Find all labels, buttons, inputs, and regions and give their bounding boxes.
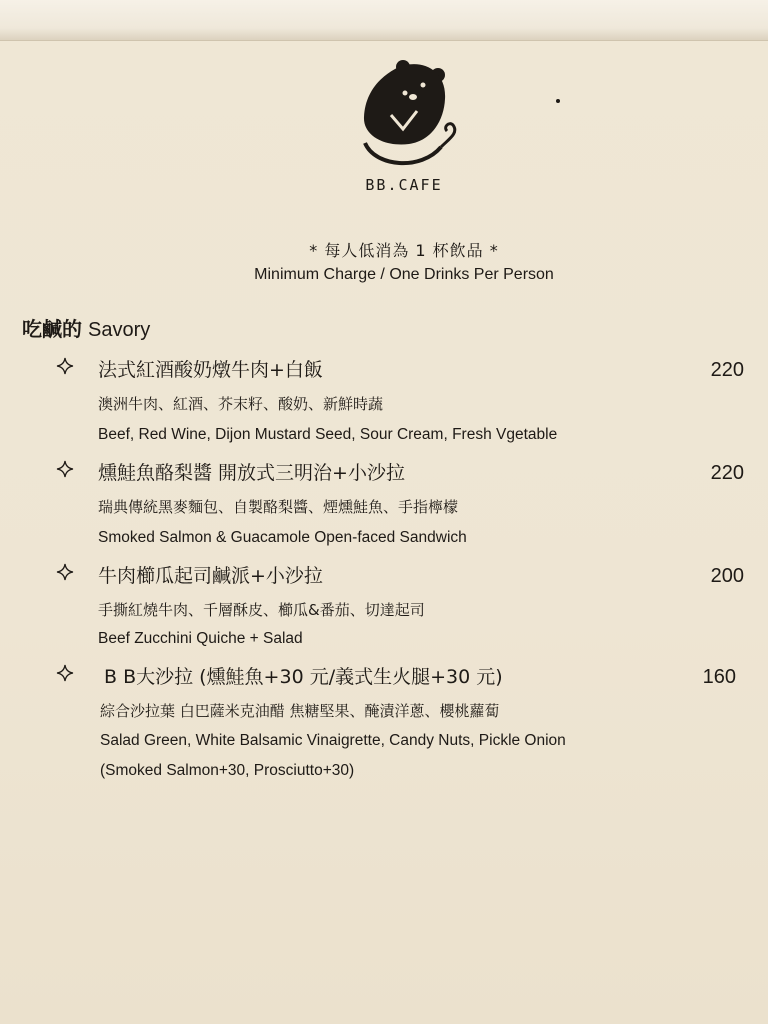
menu-item-price: 160 — [702, 666, 736, 688]
menu-item-desc-zh: 瑞典傳統黑麥麵包、自製酪梨醬、煙燻鮭魚、手指檸檬 — [98, 498, 459, 516]
menu-item-name: 牛肉櫛瓜起司鹹派+小沙拉 — [98, 565, 323, 587]
menu-item-price: 220 — [710, 462, 744, 484]
four-point-star-icon — [56, 664, 74, 682]
minimum-charge-zh: * 每人低消為 1 杯飲品 * — [309, 241, 499, 260]
menu-item-desc-en: Salad Green, White Balsamic Vinaigrette, Candy Nuts, Pickle Onion — [100, 732, 566, 749]
menu-item-price: 220 — [710, 359, 744, 381]
section-heading-en: Savory — [88, 319, 151, 341]
minimum-charge-en: Minimum Charge / One Drinks Per Person — [254, 266, 554, 283]
four-point-star-icon — [56, 563, 74, 581]
ink-speck — [556, 99, 560, 103]
menu-item-price: 200 — [710, 565, 744, 587]
four-point-star-icon — [56, 460, 74, 478]
section-heading — [22, 313, 150, 342]
page-fold — [0, 0, 768, 41]
menu-item-name: 法式紅酒酸奶燉牛肉+白飯 — [98, 359, 323, 381]
menu-item-name: 燻鮭魚酪梨醬 開放式三明治+小沙拉 — [98, 462, 405, 484]
menu-item-desc-en: Smoked Salmon & Guacamole Open-faced Sandwich — [98, 529, 467, 546]
four-point-star-icon — [56, 357, 74, 375]
menu-item-desc-en-extra: (Smoked Salmon+30, Prosciutto+30) — [100, 762, 355, 779]
menu-item-desc-zh: 綜合沙拉葉 白巴薩米克油醋 焦糖堅果、醃漬洋蔥、櫻桃蘿蔔 — [100, 702, 500, 720]
menu-item-desc-zh: 澳洲牛肉、紅酒、芥末籽、酸奶、新鮮時蔬 — [98, 395, 384, 413]
section-heading-zh: 吃鹹的 — [22, 317, 82, 341]
menu-item-desc-zh: 手撕紅燒牛肉、千層酥皮、櫛瓜&番茄、切達起司 — [98, 601, 425, 619]
menu-item-desc-en: Beef, Red Wine, Dijon Mustard Seed, Sour Cream, Fresh Vgetable — [98, 426, 558, 443]
brand-name: BB.CAFE — [365, 176, 443, 194]
menu-item-desc-en: Beef Zucchini Quiche + Salad — [98, 630, 303, 647]
bear-cup-logo-icon — [355, 55, 465, 175]
menu-item-name: B B大沙拉 (燻鮭魚+30 元/義式生火腿+30 元) — [104, 666, 503, 688]
